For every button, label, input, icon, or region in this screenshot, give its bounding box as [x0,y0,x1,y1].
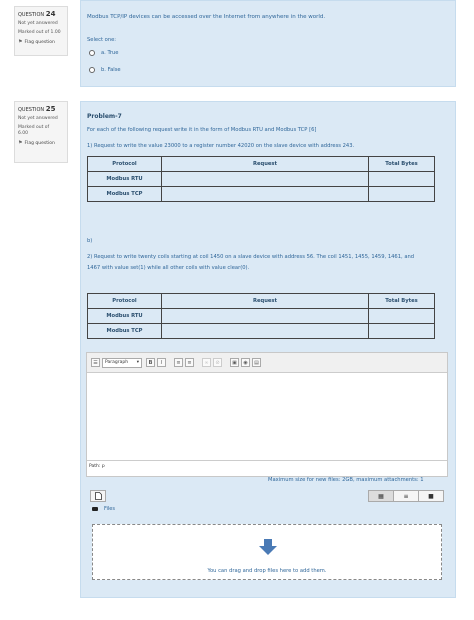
question-24-content [80,0,456,87]
grid-view-icon[interactable]: ▦ [368,490,394,502]
folder-icon [92,507,98,511]
flag-icon: ⚑ [18,39,23,45]
part-1-text: 1) Request to write the value 23000 to a register number 42020 on the slave device with address 243. [87,143,355,149]
file-manager [86,486,448,589]
view-switcher [369,490,444,502]
header-total-bytes: Total Bytes [369,294,435,309]
files-breadcrumb[interactable]: Files [86,506,448,512]
toolbar-toggle-icon[interactable]: ☰ [91,358,100,367]
problem-title: Problem-7 [87,113,122,120]
numbered-list-icon[interactable]: ≡ [185,358,194,367]
total-bytes-cell[interactable] [369,172,435,187]
problem-description: For each of the following request write it in the form of Modbus RTU and Modbus TCP [6] [87,127,317,133]
file-manager-toolbar [86,486,448,506]
list-view-icon[interactable]: ≡ [393,490,419,502]
total-bytes-cell[interactable] [369,324,435,339]
image-icon[interactable]: ▣ [230,358,239,367]
header-request: Request [162,157,369,172]
file-icon[interactable]: ▤ [252,358,261,367]
drop-instructions: You can drag and drop files here to add them. [207,568,327,574]
table-row [88,187,435,202]
flag-icon: ⚑ [18,140,23,146]
request-cell[interactable] [162,309,369,324]
max-size-note: Maximum size for new files: 2GB, maximum attachments: 1 [268,477,424,483]
option-true[interactable]: a. True [89,50,119,56]
question-state: Not yet answered [18,116,58,121]
bullet-list-icon[interactable]: ≡ [174,358,183,367]
question-text: Modbus TCP/IP devices can be accessed over the Internet from anywhere in the world. [87,14,326,20]
unlink-icon[interactable]: ⊘ [213,358,222,367]
header-protocol: Protocol [88,294,162,309]
editor-text-area[interactable] [87,373,447,462]
question-number: QUESTION 25 [18,105,56,113]
part-2-text-line-1: 2) Request to write twenty coils starting at coil 1450 on a slave device with address 56. The coil 1451, 1455, 1459, 1461, and [87,254,415,260]
table-row [88,172,435,187]
flag-question-link[interactable]: ⚑ Flag question [18,140,55,146]
part-b-label: b) [87,238,93,244]
header-protocol: Protocol [88,157,162,172]
row-label: Modbus TCP [88,187,162,202]
file-drop-zone[interactable] [92,524,442,580]
link-icon[interactable]: ∞ [202,358,211,367]
editor-path: Path: p [87,460,447,476]
row-label: Modbus TCP [88,324,162,339]
flag-question-link[interactable]: ⚑ Flag question [18,39,55,45]
total-bytes-cell[interactable] [369,309,435,324]
radio-button[interactable] [89,67,95,73]
add-file-button[interactable] [90,490,106,502]
header-request: Request [162,294,369,309]
question-25-info [14,101,68,163]
table-row [88,324,435,339]
part-2-text-line-2: 1467 with value set(1) while all other coils with value clear(0). [87,265,250,271]
select-one-label: Select one: [87,37,117,43]
request-table-2 [87,293,435,339]
request-cell[interactable] [162,172,369,187]
italic-button[interactable]: I [157,358,166,367]
table-row [88,309,435,324]
request-table-1 [87,156,435,202]
total-bytes-cell[interactable] [369,187,435,202]
request-cell[interactable] [162,187,369,202]
question-grade: Marked out of 1.00 [18,30,61,35]
option-false[interactable]: b. False [89,67,121,73]
row-label: Modbus RTU [88,309,162,324]
download-arrow-icon [259,539,277,555]
question-24-info [14,6,68,56]
header-total-bytes: Total Bytes [369,157,435,172]
question-grade: Marked out of 6.00 [18,125,50,136]
folder-view-icon[interactable]: ■ [418,490,444,502]
chevron-down-icon: ▾ [136,360,139,365]
answer-editor [86,352,448,477]
media-icon[interactable]: ◉ [241,358,250,367]
question-number: QUESTION 24 [18,10,56,18]
radio-button[interactable] [89,50,95,56]
request-cell[interactable] [162,324,369,339]
bold-button[interactable]: B [146,358,155,367]
row-label: Modbus RTU [88,172,162,187]
paragraph-select[interactable]: Paragraph ▾ [102,358,142,368]
question-state: Not yet answered [18,21,58,26]
file-icon [95,492,102,500]
editor-toolbar [87,353,447,373]
